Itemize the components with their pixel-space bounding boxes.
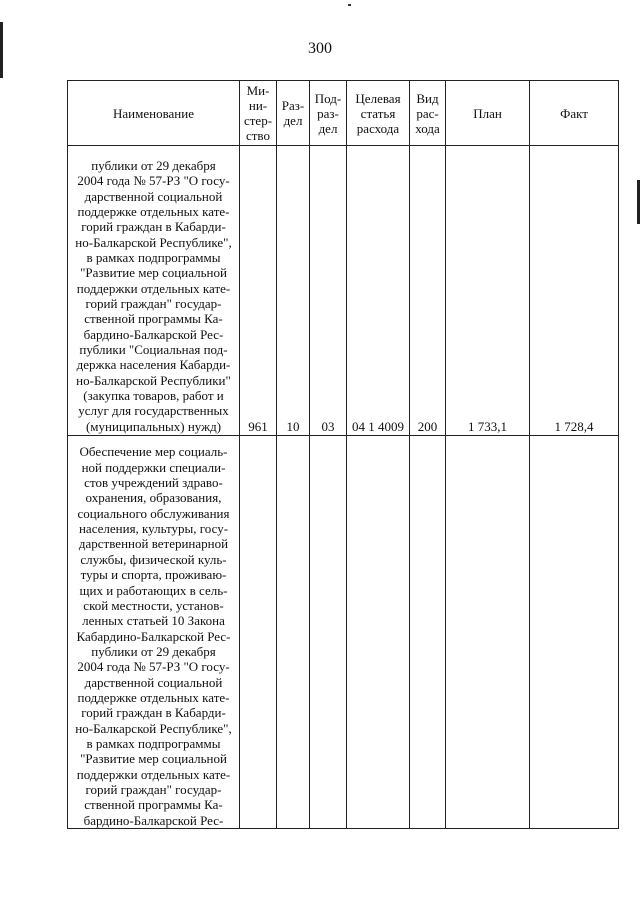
row-target-cell: 04 1 4009 <box>347 146 410 436</box>
table-row <box>68 146 619 436</box>
page-number: 300 <box>308 40 332 57</box>
row-section-cell <box>277 436 310 829</box>
row-fact-cell: 1 728,4 <box>530 146 619 436</box>
header-ministry: Ми- ни- стер- ство <box>240 81 277 146</box>
row-name-cell: Обеспечение мер социаль- ной поддержки специали- стов учреждений здраво- охранения, образования, социального обслуживания населения, культуры, госу- дарственной ветеринарной службы, физической куль- туры и спорта, проживаю- щих и работающих в сель- ской местности, установ- ленных статьей 10 Закона Кабардино-Балкарской Рес- публики от 29 декабря 2004 года № 57-РЗ "О госу- дарственной социальной поддержке отдельных кате- горий граждан в Кабарди- но-Балкарской Республике", в рамках подпрограммы "Развитие мер социальной поддержки отдельных кате- горий граждан" государ- ственной программы Ка- бардино-Балкарской Рес- <box>68 436 240 829</box>
row-ministry-cell: 961 <box>240 146 277 436</box>
header-expense-type: Вид рас- хода <box>410 81 446 146</box>
header-name: Наименование <box>68 81 240 146</box>
scan-speck <box>348 4 351 6</box>
table-header-row <box>68 81 619 146</box>
row-name-cell: публики от 29 декабря 2004 года № 57-РЗ "О госу- дарственной социальной поддержке отдельных кате- горий граждан в Кабарди- но-Балкарской Республике", в рамках подпрограммы "Развитие мер социальной поддержки отдельных кате- горий граждан" государ- ственной программы Ка- бардино-Балкарской Рес- публики "Социальная под- держка населения Кабарди- но-Балкарской Республики" (закупка товаров, работ и услуг для государственных (муниципальных) нужд) <box>68 146 240 436</box>
budget-table <box>67 80 619 829</box>
table-row <box>68 436 619 829</box>
row-subsection-cell: 03 <box>310 146 347 436</box>
row-fact-cell <box>530 436 619 829</box>
row-plan-cell: 1 733,1 <box>446 146 530 436</box>
row-target-cell <box>347 436 410 829</box>
row-subsection-cell <box>310 436 347 829</box>
row-section-cell: 10 <box>277 146 310 436</box>
header-section: Раз- дел <box>277 81 310 146</box>
header-fact: Факт <box>530 81 619 146</box>
row-expense-type-cell: 200 <box>410 146 446 436</box>
header-target-article: Целевая статья расхода <box>347 81 410 146</box>
header-subsection: Под- раз- дел <box>310 81 347 146</box>
row-ministry-cell <box>240 436 277 829</box>
row-plan-cell <box>446 436 530 829</box>
row-expense-type-cell <box>410 436 446 829</box>
header-plan: План <box>446 81 530 146</box>
